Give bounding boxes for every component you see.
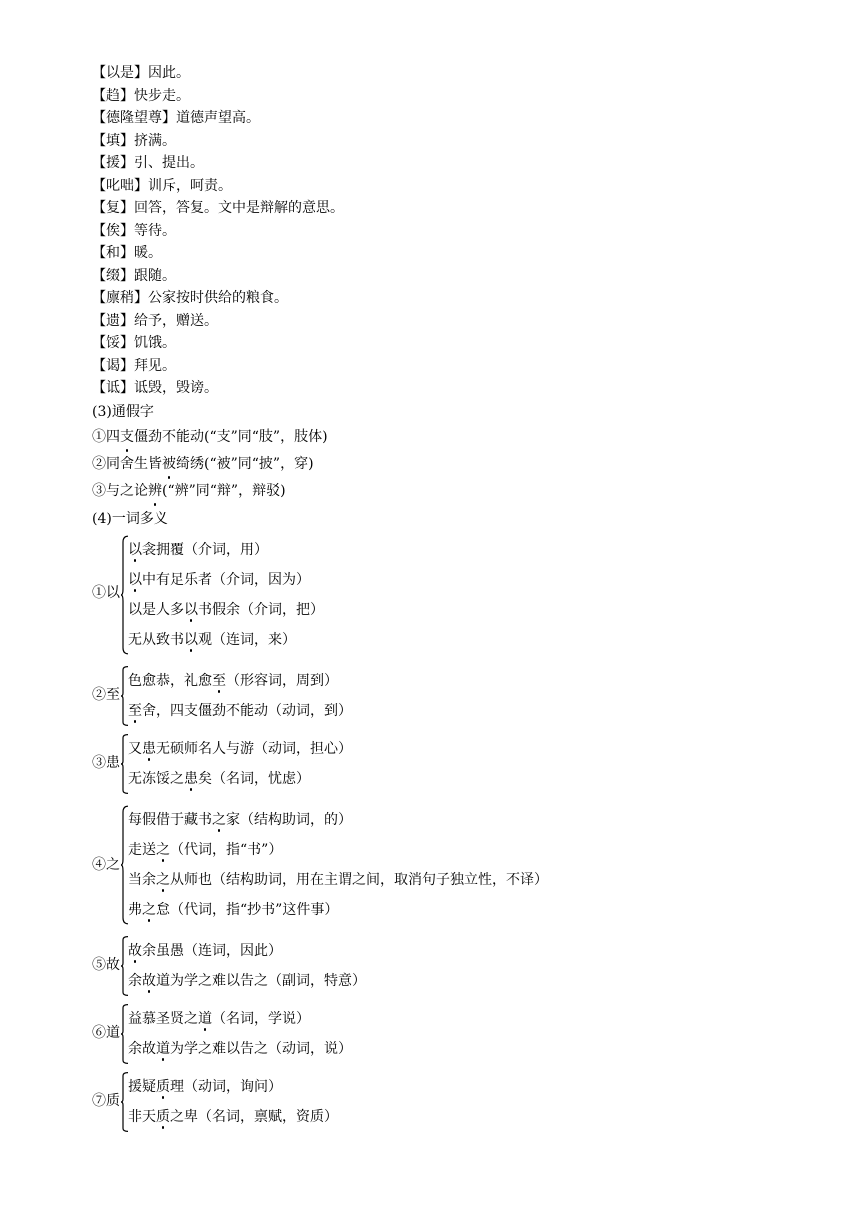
glossary-definition: 回答，答复。文中是辩解的意思。	[134, 200, 344, 216]
sense-list	[128, 1072, 338, 1132]
emphasis-dot-char: 以	[184, 625, 198, 655]
sense-text: 理（动词，询问）	[170, 1078, 282, 1095]
emphasis-dot-char: 以	[128, 565, 142, 595]
glossary-definition: 拜见。	[134, 357, 176, 374]
sense-text: （名词，学说）	[212, 1010, 310, 1027]
sense-text: 无冻馁之	[128, 770, 184, 787]
polysemy-group	[92, 936, 832, 996]
polysemy-group	[92, 734, 832, 794]
sense-item	[128, 1102, 338, 1132]
glossary-term: 【复】	[92, 200, 134, 216]
headword-label: ⑥道	[92, 1024, 120, 1041]
emphasis-dot-char: 之	[212, 805, 226, 835]
glossary-term: 【和】	[92, 245, 134, 261]
sense-text: 当余	[128, 871, 156, 888]
sense-item	[128, 535, 324, 565]
sense-text: 以是人多	[128, 601, 184, 618]
sense-item	[128, 625, 324, 655]
item-text: 僵劲不能动(“支”同“肢”，肢体)	[134, 428, 328, 445]
emphasis-dot-char: 之	[156, 865, 170, 895]
glossary-term: 【以是】	[92, 65, 148, 81]
sense-item	[128, 666, 352, 696]
sense-text: 色愈恭，礼愈	[128, 672, 212, 689]
emphasis-dot-char: 质	[156, 1072, 170, 1102]
curly-brace	[121, 535, 128, 655]
glossary-definition: 快步走。	[134, 87, 190, 104]
sense-text: 矣（名词，忧虑）	[198, 770, 310, 787]
sense-text: 观（连词，来）	[198, 631, 296, 648]
curly-brace	[121, 734, 128, 794]
emphasis-dot-char: 之	[142, 895, 156, 925]
sense-text: 每假借于藏书	[128, 811, 212, 828]
glossary-item	[92, 220, 832, 243]
sense-list	[128, 734, 352, 794]
glossary-definition: 挤满。	[134, 132, 176, 149]
glossary-item	[92, 152, 832, 175]
emphasis-dot-char: 被	[162, 451, 176, 478]
sense-text: 之卑（名词，禀赋，资质）	[170, 1108, 338, 1125]
sense-item	[128, 936, 366, 966]
sense-text: （形容词，周到）	[226, 672, 338, 689]
curly-brace	[121, 666, 128, 726]
polysemy-group	[92, 1072, 832, 1132]
emphasis-dot-char: 至	[212, 666, 226, 696]
sense-item	[128, 805, 548, 835]
emphasis-dot-char: 患	[184, 764, 198, 794]
headword-label: ②至	[92, 686, 120, 703]
item-text: (“辨”同“辩”，辩驳)	[162, 482, 286, 499]
sense-item	[128, 966, 366, 996]
sense-text: 衾拥覆（介词，用）	[142, 541, 268, 558]
polysemy-group	[92, 666, 832, 726]
sense-text: （代词，指“书”）	[170, 841, 283, 858]
headword-label: ③患	[92, 754, 120, 771]
tongjiazi-item	[92, 478, 832, 505]
emphasis-dot-char: 故	[128, 936, 142, 966]
sense-text: 无硕师名人与游（动词，担心）	[156, 740, 352, 757]
item-text: ①四	[92, 428, 120, 445]
glossary-list	[92, 62, 832, 400]
emphasis-dot-char: 患	[142, 734, 156, 764]
sense-item	[128, 865, 548, 895]
glossary-definition: 等待。	[134, 222, 176, 239]
sense-text: 道为学之难以告之（副词，特意）	[156, 972, 366, 989]
sense-text: 非天	[128, 1108, 156, 1125]
emphasis-dot-char: 以	[128, 535, 142, 565]
glossary-term: 【趋】	[92, 87, 134, 104]
sense-item	[128, 565, 324, 595]
sense-text: 舍，四支僵劲不能动（动词，到）	[142, 702, 352, 719]
emphasis-dot-char: 道	[156, 1034, 170, 1064]
polysemy-group	[92, 805, 832, 925]
emphasis-dot-char: 辨	[148, 478, 162, 505]
emphasis-dot-char: 质	[156, 1102, 170, 1132]
sense-list	[128, 1004, 352, 1064]
glossary-definition: 诋毁，毁谤。	[134, 380, 218, 396]
glossary-definition: 跟随。	[134, 267, 176, 284]
glossary-item	[92, 85, 832, 108]
glossary-term: 【援】	[92, 155, 134, 171]
polysemy-group	[92, 535, 832, 655]
item-text: ②同舍生皆	[92, 455, 162, 472]
document-page	[92, 62, 832, 1132]
glossary-item	[92, 130, 832, 153]
glossary-definition: 道德声望高。	[176, 110, 260, 126]
glossary-definition: 因此。	[148, 65, 190, 81]
sense-text: 无从致书	[128, 631, 184, 648]
sense-list	[128, 666, 352, 726]
curly-brace	[121, 805, 128, 925]
glossary-definition: 给予，赠送。	[134, 312, 218, 329]
sense-item	[128, 764, 352, 794]
glossary-term: 【诋】	[92, 380, 134, 396]
sense-text: 怠（代词，指“抄书”这件事）	[156, 901, 339, 918]
glossary-item	[92, 287, 832, 310]
sense-item	[128, 895, 548, 925]
glossary-term: 【遗】	[92, 312, 134, 329]
sense-text: 中有足乐者（介词，因为）	[142, 571, 310, 588]
glossary-item	[92, 197, 832, 220]
sense-item	[128, 595, 324, 625]
glossary-definition: 引、提出。	[134, 155, 204, 171]
headword-label: ⑦质	[92, 1092, 120, 1109]
sense-text: 书假余（介词，把）	[198, 601, 324, 618]
sense-text: 又	[128, 740, 142, 757]
sense-item	[128, 1072, 338, 1102]
headword-label: ①以	[92, 584, 120, 601]
headword-label: ④之	[92, 856, 120, 873]
sense-list	[128, 936, 366, 996]
tongjiazi-item	[92, 424, 832, 451]
sense-text: 援疑	[128, 1078, 156, 1095]
glossary-item	[92, 175, 832, 198]
curly-brace	[121, 1004, 128, 1064]
curly-brace	[121, 936, 128, 996]
glossary-term: 【德隆望尊】	[92, 110, 176, 126]
sense-text: 走送	[128, 841, 156, 858]
glossary-term: 【填】	[92, 132, 134, 149]
emphasis-dot-char: 至	[128, 696, 142, 726]
glossary-term: 【缀】	[92, 267, 134, 284]
sense-text: 余	[128, 972, 142, 989]
sense-text: 益慕圣贤之	[128, 1010, 198, 1027]
headword-label: ⑤故	[92, 956, 120, 973]
glossary-definition: 饥饿。	[134, 335, 176, 351]
sense-item	[128, 835, 548, 865]
glossary-item	[92, 242, 832, 265]
sense-item	[128, 734, 352, 764]
glossary-item	[92, 265, 832, 288]
sense-item	[128, 696, 352, 726]
glossary-definition: 公家按时供给的粮食。	[148, 290, 288, 306]
sense-text: 家（结构助词，的）	[226, 811, 352, 828]
item-text: 绮绣(“被”同“披”，穿)	[176, 455, 314, 472]
sense-text: 从师也（结构助词，用在主谓之间，取消句子独立性，不译）	[170, 871, 548, 888]
glossary-item	[92, 332, 832, 355]
glossary-term: 【俟】	[92, 222, 134, 239]
sense-text: 余虽愚（连词，因此）	[142, 942, 282, 959]
tongjiazi-heading: (3)通假字	[92, 403, 154, 420]
glossary-item	[92, 62, 832, 85]
glossary-term: 【馁】	[92, 335, 134, 351]
glossary-term: 【叱咄】	[92, 177, 148, 194]
tongjiazi-item	[92, 451, 832, 478]
glossary-item	[92, 377, 832, 400]
glossary-item	[92, 310, 832, 333]
item-text: ③与之论	[92, 482, 148, 499]
glossary-term: 【廪稍】	[92, 290, 148, 306]
sense-item	[128, 1034, 352, 1064]
curly-brace	[121, 1072, 128, 1132]
polysemy-heading: (4)一词多义	[92, 510, 168, 527]
emphasis-dot-char: 道	[198, 1004, 212, 1034]
sense-list	[128, 535, 324, 655]
glossary-item	[92, 355, 832, 378]
emphasis-dot-char: 以	[184, 595, 198, 625]
sense-list	[128, 805, 548, 925]
glossary-term: 【谒】	[92, 357, 134, 374]
glossary-definition: 暖。	[134, 245, 162, 261]
sense-text: 余故	[128, 1040, 156, 1057]
sense-text: 弗	[128, 901, 142, 918]
glossary-definition: 训斥，呵责。	[148, 177, 232, 194]
emphasis-dot-char: 支	[120, 424, 134, 451]
sense-text: 为学之难以告之（动词，说）	[170, 1040, 352, 1057]
emphasis-dot-char: 之	[156, 835, 170, 865]
emphasis-dot-char: 故	[142, 966, 156, 996]
glossary-item	[92, 107, 832, 130]
sense-item	[128, 1004, 352, 1034]
polysemy-group	[92, 1004, 832, 1064]
